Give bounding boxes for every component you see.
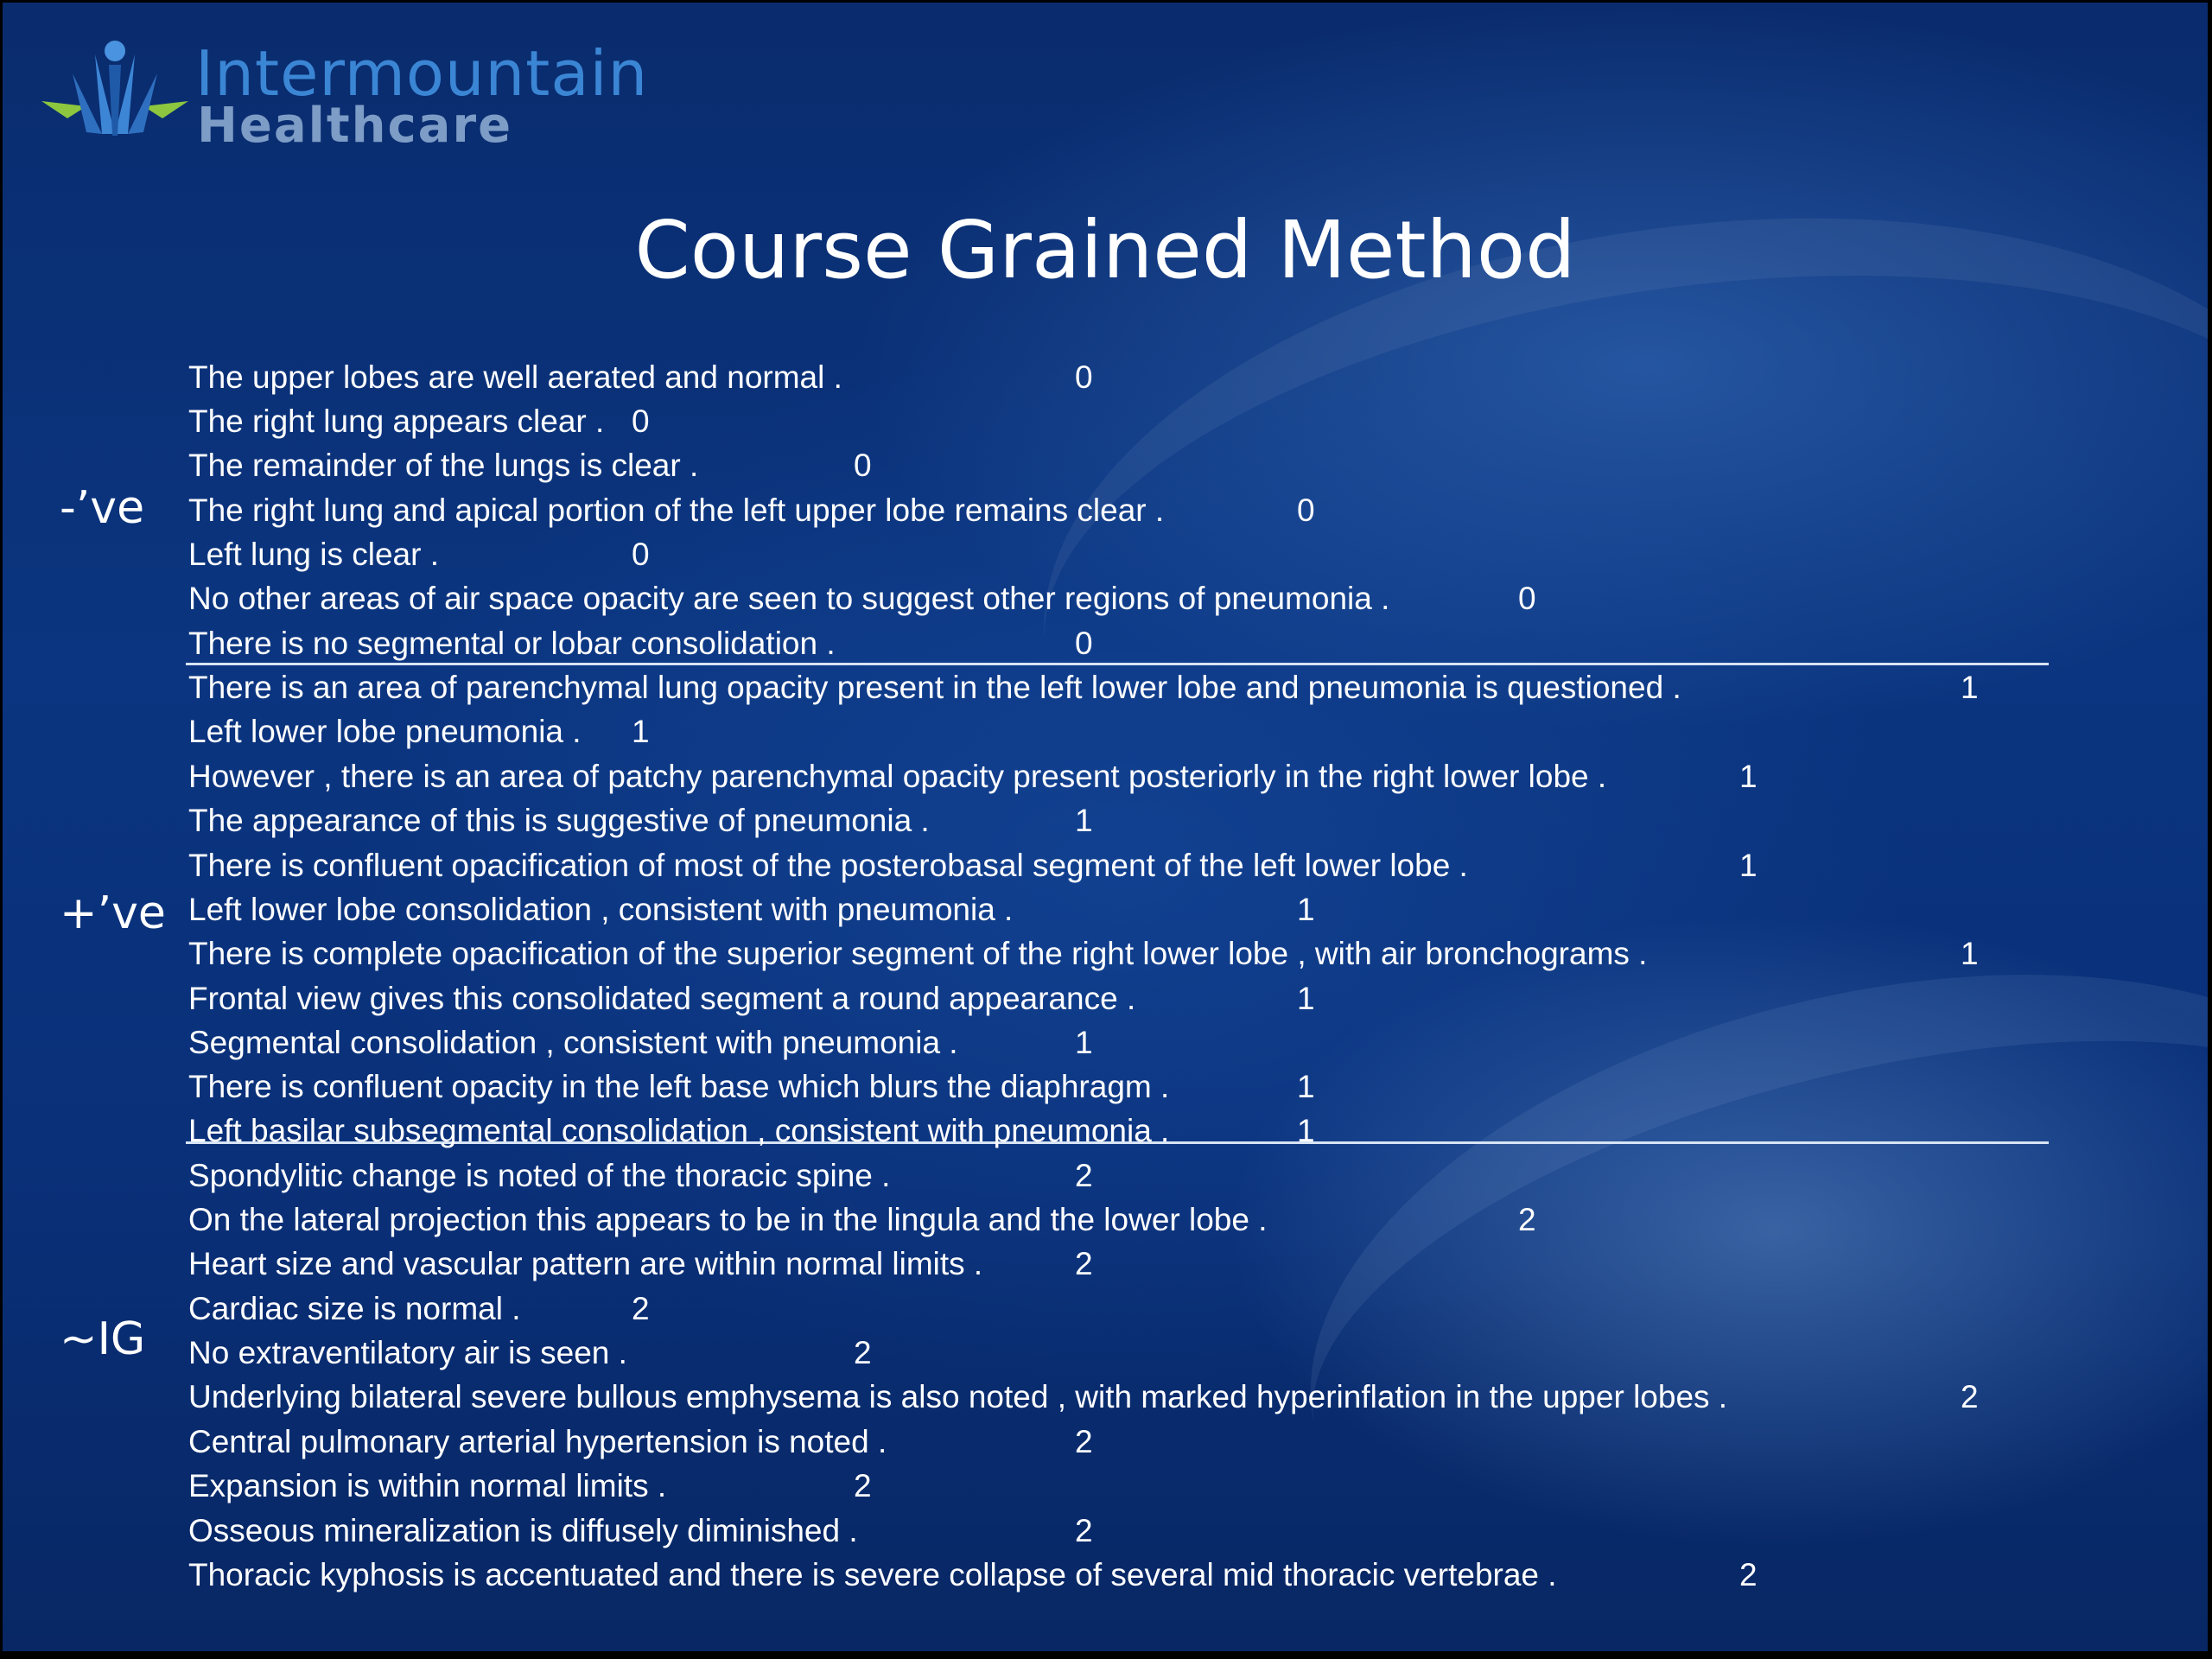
statement-score: 2 bbox=[854, 1335, 872, 1370]
statement-text: Left lower lobe consolidation , consistent with pneumonia . bbox=[188, 892, 1014, 927]
statement-row bbox=[3, 1065, 2076, 1109]
statement-score: 2 bbox=[1075, 1424, 1093, 1459]
statement-score: 0 bbox=[854, 448, 872, 483]
statement-row bbox=[3, 754, 2076, 798]
statement-score: 2 bbox=[1739, 1557, 1758, 1592]
statement-row bbox=[3, 1198, 2076, 1242]
statement-text: No extraventilatory air is seen . bbox=[188, 1335, 627, 1370]
statement-score: 1 bbox=[1297, 981, 1315, 1016]
logo-name: Intermountain bbox=[195, 37, 649, 110]
statement-text: Underlying bilateral severe bullous emphysema is also noted , with marked hyperinflation in the upper lobes . bbox=[188, 1379, 1728, 1414]
statement-score: 2 bbox=[854, 1468, 872, 1503]
statement-row bbox=[3, 1553, 2076, 1597]
statement-text: There is confluent opacification of most of the posterobasal segment of the left lower lobe . bbox=[188, 848, 1468, 883]
group-label-negative: -’ve bbox=[60, 482, 145, 534]
statement-score: 1 bbox=[1739, 759, 1758, 794]
statement-score: 0 bbox=[1075, 359, 1093, 395]
statement-text: Spondylitic change is noted of the thoracic spine . bbox=[188, 1158, 891, 1193]
statement-row bbox=[3, 843, 2076, 887]
statement-row bbox=[3, 621, 2076, 665]
statement-row bbox=[3, 1464, 2076, 1508]
statement-text: Left lower lobe pneumonia . bbox=[188, 714, 582, 749]
statement-row bbox=[3, 488, 2076, 532]
statement-row bbox=[3, 1109, 2076, 1153]
statement-score: 1 bbox=[1297, 892, 1315, 927]
statement-text: There is an area of parenchymal lung opacity present in the left lower lobe and pneumonia is questioned . bbox=[188, 670, 1681, 705]
statement-row bbox=[3, 399, 2076, 443]
statement-text: The right lung appears clear . bbox=[188, 404, 605, 439]
statement-text: Thoracic kyphosis is accentuated and there is severe collapse of several mid thoracic vertebrae . bbox=[188, 1557, 1557, 1592]
statement-row bbox=[3, 976, 2076, 1020]
statement-text: The remainder of the lungs is clear . bbox=[188, 448, 699, 483]
statement-text: There is confluent opacity in the left base which blurs the diaphragm . bbox=[188, 1069, 1170, 1104]
statement-score: 2 bbox=[1075, 1513, 1093, 1548]
statement-score: 2 bbox=[632, 1291, 650, 1326]
statement-score: 2 bbox=[1075, 1158, 1093, 1193]
statement-row bbox=[3, 1331, 2076, 1375]
statement-text: Expansion is within normal limits . bbox=[188, 1468, 667, 1503]
statement-score: 1 bbox=[1075, 803, 1093, 838]
statement-row bbox=[3, 1154, 2076, 1198]
statement-score: 1 bbox=[1075, 1025, 1093, 1060]
statement-row bbox=[3, 887, 2076, 931]
statement-text: There is no segmental or lobar consolidation . bbox=[188, 626, 836, 661]
statement-text: The appearance of this is suggestive of pneumonia . bbox=[188, 803, 930, 838]
statement-text: Left basilar subsegmental consolidation , consistent with pneumonia . bbox=[188, 1113, 1170, 1148]
statement-text: However , there is an area of patchy parenchymal opacity present posteriorly in the right lower lobe . bbox=[188, 759, 1607, 794]
statement-score: 0 bbox=[1075, 626, 1093, 661]
statement-row bbox=[3, 709, 2076, 753]
statement-text: Segmental consolidation , consistent with pneumonia . bbox=[188, 1025, 958, 1060]
intermountain-logo bbox=[41, 37, 664, 154]
logo-figure-icon bbox=[41, 39, 188, 143]
statement-score: 1 bbox=[1297, 1069, 1315, 1104]
statement-row bbox=[3, 1509, 2076, 1553]
statement-score: 1 bbox=[1961, 936, 1979, 971]
statement-row bbox=[3, 443, 2076, 487]
group-label-ignore: ~IG bbox=[60, 1313, 146, 1365]
statement-row bbox=[3, 931, 2076, 976]
statement-row bbox=[3, 1287, 2076, 1331]
statement-text: Frontal view gives this consolidated segment a round appearance . bbox=[188, 981, 1136, 1016]
statement-text: Left lung is clear . bbox=[188, 537, 439, 572]
statement-text: The right lung and apical portion of the left upper lobe remains clear . bbox=[188, 493, 1165, 528]
statement-text: Cardiac size is normal . bbox=[188, 1291, 521, 1326]
statement-score: 1 bbox=[1961, 670, 1979, 705]
logo-subtitle: Healthcare bbox=[197, 98, 513, 154]
statement-row bbox=[3, 665, 2076, 709]
statement-score: 1 bbox=[1297, 1113, 1315, 1148]
statement-row bbox=[3, 355, 2076, 399]
statement-score: 0 bbox=[632, 404, 650, 439]
statement-text: No other areas of air space opacity are seen to suggest other regions of pneumonia . bbox=[188, 581, 1390, 616]
statement-text: Osseous mineralization is diffusely diminished . bbox=[188, 1513, 858, 1548]
statement-score: 2 bbox=[1961, 1379, 1979, 1414]
statement-text: The upper lobes are well aerated and normal . bbox=[188, 359, 842, 395]
statement-row bbox=[3, 1420, 2076, 1464]
statement-score: 1 bbox=[632, 714, 650, 749]
statement-row bbox=[3, 1020, 2076, 1065]
statement-score: 0 bbox=[1518, 581, 1536, 616]
statement-text: There is complete opacification of the superior segment of the right lower lobe , with air bronchograms . bbox=[188, 936, 1648, 971]
statement-score: 0 bbox=[1297, 493, 1315, 528]
group-label-positive: +’ve bbox=[60, 887, 166, 939]
statement-score: 1 bbox=[1739, 848, 1758, 883]
statement-row bbox=[3, 576, 2076, 620]
statement-row bbox=[3, 798, 2076, 842]
statement-row bbox=[3, 532, 2076, 576]
statement-score: 0 bbox=[632, 537, 650, 572]
statement-row bbox=[3, 1242, 2076, 1286]
statement-text: Heart size and vascular pattern are within normal limits . bbox=[188, 1246, 983, 1281]
slide-title: Course Grained Method bbox=[634, 204, 1576, 296]
slide bbox=[3, 3, 2208, 1651]
statement-row bbox=[3, 1375, 2076, 1419]
statement-text: On the lateral projection this appears to be in the lingula and the lower lobe . bbox=[188, 1202, 1268, 1237]
statement-text: Central pulmonary arterial hypertension is noted . bbox=[188, 1424, 887, 1459]
statement-score: 2 bbox=[1518, 1202, 1536, 1237]
statement-score: 2 bbox=[1075, 1246, 1093, 1281]
